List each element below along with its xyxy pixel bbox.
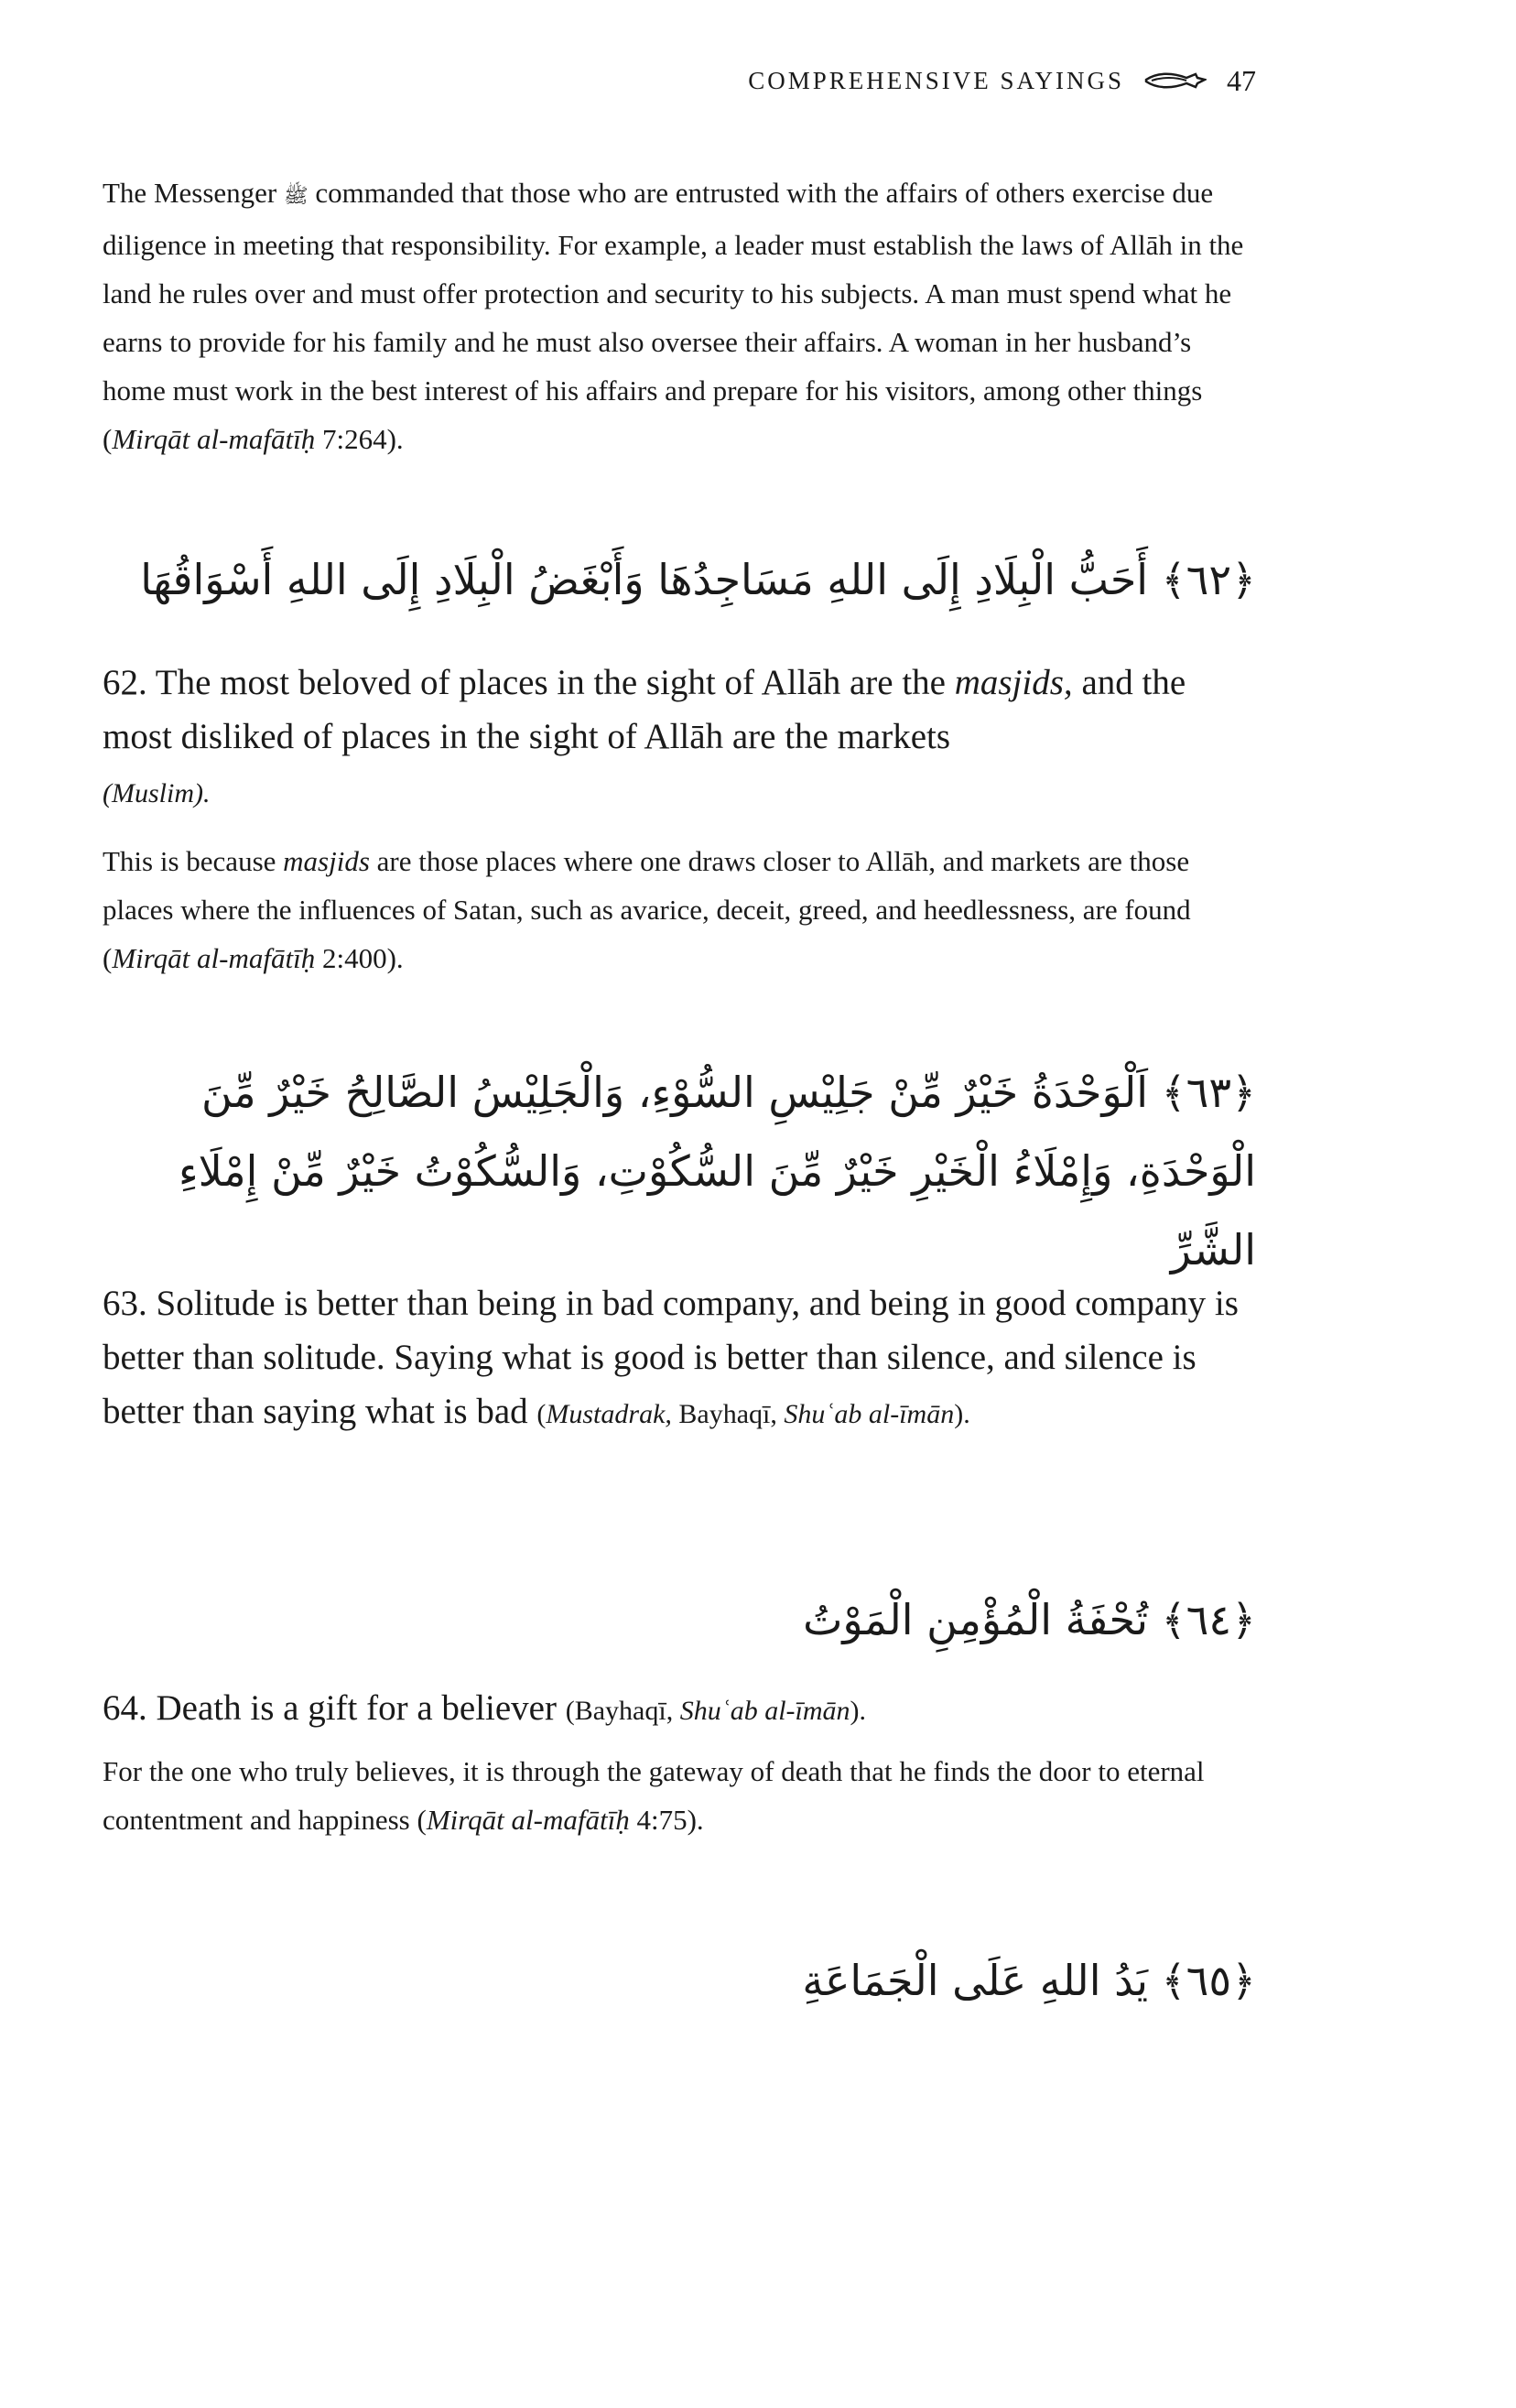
page-number: 47: [1227, 64, 1256, 97]
hadith-64-arabic: ﴿٦٤﴾ تُحْفَةُ الْمُؤْمِنِ الْمَوْتُ: [803, 1595, 1256, 1644]
hadith-63-arabic: ﴿٦٣﴾ اَلْوَحْدَةُ خَيْرٌ مِّنْ جَلِيْسِ السُّوْءِ، وَالْجَلِيْسُ الصَّالِحُ خَيْرٌ مِّنَ الْوَحْدَةِ، وَإِمْلَاءُ الْخَيْرِ خَيْرٌ مِّنَ السُّكُوْتِ، وَالسُّكُوْتُ خَيْرٌ مِّنْ إِمْلَاءِ الشَّرِّ: [178, 1068, 1256, 1275]
ornament-icon: [1144, 69, 1207, 94]
hadith-63-reference: (Mustadrak, Bayhaqī, Shuʿab al-īmān).: [536, 1399, 970, 1429]
running-header: [748, 64, 1256, 98]
hadith-62-reference: (Muslim).: [103, 778, 211, 808]
hadith-62-number: ٦٢: [1186, 555, 1232, 604]
hadith-62-arabic: ﴿٦٢﴾ أَحَبُّ الْبِلَادِ إِلَى اللهِ مَسَاجِدُهَا وَأَبْغَضُ الْبِلَادِ إِلَى اللهِ أَسْوَاقُهَا: [140, 555, 1256, 604]
hadith-65-arabic: ﴿٦٥﴾ يَدُ اللهِ عَلَى الْجَمَاعَةِ: [802, 1956, 1256, 2005]
hadith-63-translation: 63. Solitude is better than being in bad company, and being in good company is better than solitude. Saying what is good is better than silence, and silence is better than saying what is bad (Mustadrak, Bayhaqī, Shuʿab al-īmān).: [103, 1284, 1239, 1431]
commentary-paragraph-2: This is because masjids are those places where one draws closer to Allāh, and markets are those places where the influences of Satan, such as avarice, deceit, greed, and heedlessness, are found (Mirqāt al-mafātīḥ 2:400).: [103, 845, 1191, 974]
hadith-62-translation: 62. The most beloved of places in the sight of Allāh are the masjids, and the most disliked of places in the sight of Allāh are the markets (Muslim).: [103, 663, 1186, 808]
commentary-paragraph-3: For the one who truly believes, it is through the gateway of death that he finds the door to eternal contentment and happiness (Mirqāt al-mafātīḥ 4:75).: [103, 1755, 1205, 1836]
header-title: COMPREHENSIVE SAYINGS: [748, 67, 1124, 94]
hadith-65-number: ٦٥: [1186, 1956, 1232, 2005]
hadith-64-reference: (Bayhaqī, Shuʿab al-īmān).: [565, 1696, 867, 1726]
honorific-glyph: ﷺ: [284, 185, 309, 208]
commentary-paragraph-1: The Messenger ﷺ commanded that those who are entrusted with the affairs of others exercise due diligence in meeting that responsibility. For example, a leader must establish the laws of Allāh in the land he rules over and must offer protection and security to his subjects. A man must spend what he earns to provide for his family and he must also oversee their affairs. A woman in her husband’s home must work in the best interest of his affairs and prepare for his visitors, among other things (Mirqāt al-mafātīḥ 7:264).: [103, 177, 1244, 455]
hadith-64-number: ٦٤: [1186, 1595, 1232, 1644]
hadith-64-translation: 64. Death is a gift for a believer (Bayhaqī, Shuʿab al-īmān).: [103, 1688, 867, 1728]
hadith-63-number: ٦٣: [1186, 1068, 1232, 1117]
